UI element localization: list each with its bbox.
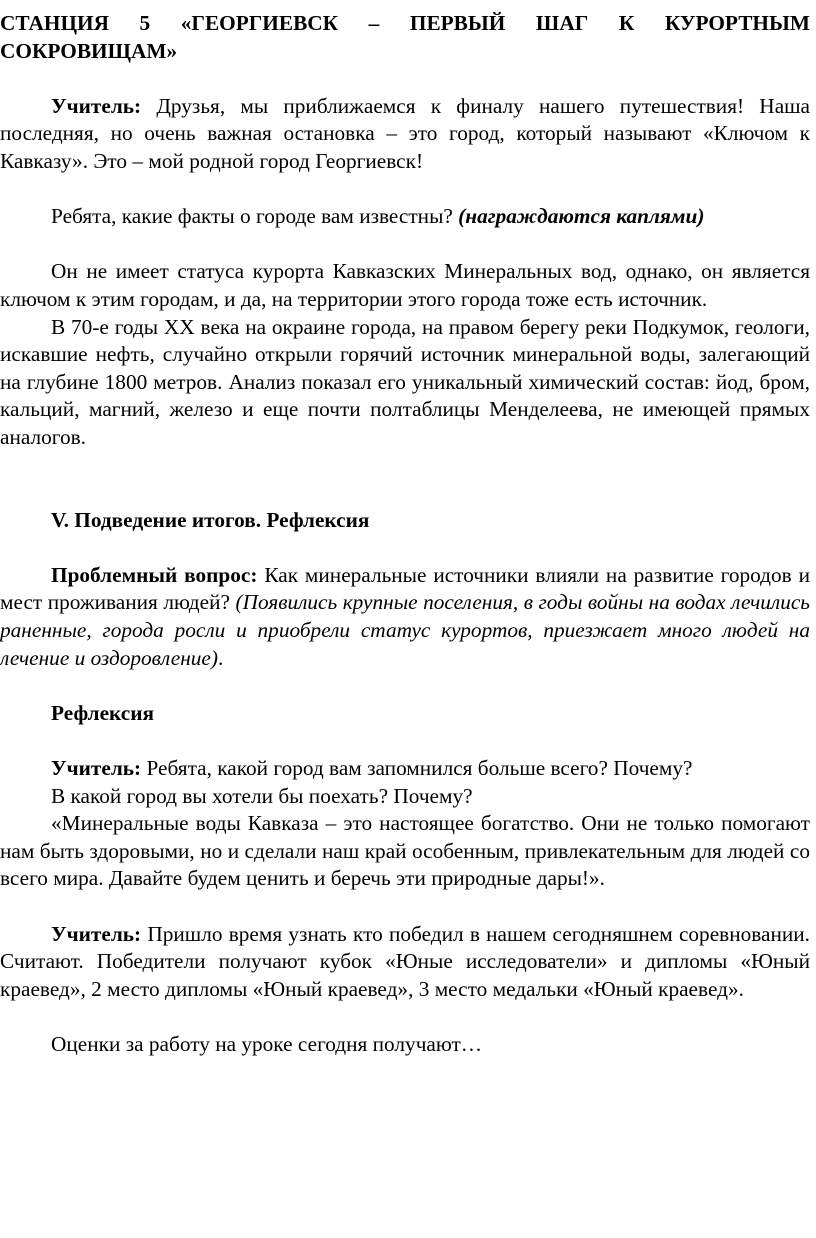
reflection-quote: «Минеральные воды Кавказа – это настоящее богатство. Они не только помогают нам быть здоровыми, но и сделали наш край особенным, привлекательным для людей со всего мира. Давайте будем ценить и беречь эти природные дары!».: [0, 811, 810, 891]
spacer: [0, 727, 810, 755]
reflection-question-1: [0, 755, 810, 783]
spacer: [0, 176, 810, 204]
spacer: [0, 452, 810, 507]
spacer: [0, 893, 810, 921]
results-paragraph: [0, 921, 810, 1004]
facts-paragraph-1: Он не имеет статуса курорта Кавказских Минеральных вод, однако, он является ключом к этим городам, и да, на территории этого города тоже есть источник.: [0, 259, 810, 311]
teacher-label: Учитель:: [51, 921, 142, 946]
results-text: Пришло время узнать кто победил в нашем сегодняшнем соревновании. Считают. Победители получают кубок «Юные исследователи» и дипломы «Юный краевед», 2 место дипломы «Юный краевед», 3 место медальки «Юный краевед».: [0, 921, 810, 1001]
question-paragraph: [0, 203, 810, 231]
problem-text: Как минеральные источники влияли на развитие городов и мест проживания людей?: [0, 562, 811, 615]
grades-paragraph: Оценки за работу на уроке сегодня получают…: [51, 1031, 483, 1056]
intro-paragraph: [0, 93, 810, 176]
teacher-label: Учитель:: [51, 93, 142, 118]
station-title: СТАНЦИЯ 5 «ГЕОРГИЕВСК – ПЕРВЫЙ ШАГ К КУРОРТНЫМ СОКРОВИЩАМ»: [0, 11, 810, 63]
intro-text: Друзья, мы приближаемся к финалу нашего путешествия! Наша последняя, но очень важная остановка – это город, который называют «Ключом к Кавказу». Это – мой родной город Георгиевск!: [0, 93, 810, 173]
spacer: [0, 1003, 810, 1031]
section-heading: V. Подведение итогов. Рефлексия: [51, 507, 370, 532]
problem-label: Проблемный вопрос:: [51, 562, 258, 587]
reflection-q1-text: Ребята, какой город вам запомнился больше всего? Почему?: [141, 756, 693, 781]
facts-paragraph-2: В 70-е годы XX века на окраине города, на правом берегу реки Подкумок, геологи, искавшие нефть, случайно открыли горячий источник минеральной воды, залегающий на глубине 1800 метров. Анализ показал его уникальный химический состав: йод, бром, кальций, магний, железо и еще почти полтаблицы Менделеева, не имеющей прямых аналогов.: [0, 314, 810, 449]
spacer: [0, 672, 810, 700]
spacer: [0, 65, 810, 93]
problem-answer: (Появились крупные поселения, в годы войны на водах лечились раненные, города росли и приобрели статус курортов, приезжает много людей на лечение и оздоровление): [0, 590, 810, 670]
reflection-question-2: В какой город вы хотели бы поехать? Почему?: [51, 783, 473, 808]
problem-paragraph: [0, 562, 810, 672]
reflection-heading: Рефлексия: [51, 700, 155, 725]
teacher-label: Учитель:: [51, 756, 142, 781]
spacer: [0, 231, 810, 259]
question-note: (награждаются каплями): [458, 204, 705, 229]
problem-end: .: [217, 645, 224, 670]
spacer: [0, 534, 810, 562]
question-text: Ребята, какие факты о городе вам известны?: [51, 204, 459, 229]
